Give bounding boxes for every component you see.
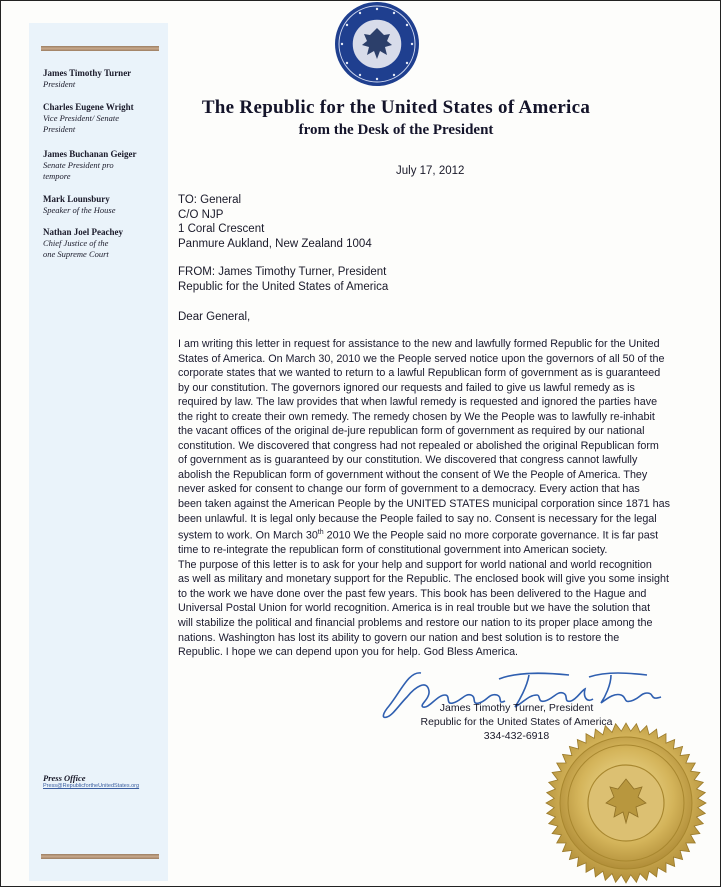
officer-1 xyxy=(43,68,161,90)
body-line: will stabilize the political and financial problems and restore our nation to its proper place among the xyxy=(178,616,653,629)
letterhead-subtitle: from the Desk of the President xyxy=(298,122,494,138)
officer-name: James Buchanan Geiger xyxy=(43,149,137,159)
body-line: of government as is guaranteed by our constitution. We discovered that congress cannot lawfully xyxy=(178,454,638,467)
recipient-address xyxy=(178,193,372,251)
body-line: the vacant offices of the original de-jure republican form of government as required by our national xyxy=(178,425,645,438)
body-line: system to work. On March 30th 2010 We the People said no more corporate governance. It is far past xyxy=(178,529,659,542)
salutation: Dear General, xyxy=(178,311,251,323)
officer-name: Nathan Joel Peachey xyxy=(43,227,123,237)
body-line: corporate states that we wanted to return to a lawful Republican form of government as is guaranteed xyxy=(178,367,661,380)
officer-5 xyxy=(43,227,161,259)
address-line: Panmure Aukland, New Zealand 1004 xyxy=(178,237,372,250)
body-line: nations. Washington has lost its ability to govern our nation and best solution is to restore the xyxy=(178,631,620,644)
officer-title: tempore xyxy=(43,170,71,181)
letter-date: July 17, 2012 xyxy=(396,165,465,177)
gold-seal-icon xyxy=(531,711,716,886)
officer-title: Speaker of the House xyxy=(43,205,116,215)
press-email-link[interactable]: Press@RepublicfortheUnitedStates.org xyxy=(43,783,140,789)
address-line: TO: General xyxy=(178,194,242,206)
body-line: The purpose of this letter is to ask for your help and support for world national and world recognition xyxy=(178,558,652,571)
officer-title: Chief Justice of the xyxy=(43,238,109,248)
body-line: Republic. I hope we can depend upon you for help. God Bless America. xyxy=(178,646,519,659)
officer-name: James Timothy Turner xyxy=(43,68,132,78)
officer-2 xyxy=(43,102,161,134)
body-line: the right to create their own remedy. The remedy chosen by We the People was to lawfully re-inhabit xyxy=(178,410,655,423)
sender-line: Republic for the United States of America xyxy=(178,280,389,293)
officer-title: one Supreme Court xyxy=(43,248,109,259)
body-line: to the work we have done over the past few years. This book has been delivered to the Hague and xyxy=(178,587,647,600)
body-line: Universal Postal Union for world recognition. America is in real trouble but we have the solution that xyxy=(178,602,651,615)
sender-line: FROM: James Timothy Turner, President xyxy=(178,266,387,278)
press-office-label: Press Office xyxy=(43,773,86,783)
body-line: never asked for consent to change our form of government to a democracy. Every action that has xyxy=(178,483,640,496)
body-line: been taken against the American People by the UNITED STATES municipal corporation since 1871 has xyxy=(178,498,670,511)
body-line: States of America. On March 30, 2010 we the People served notice upon the governors of all 50 of the xyxy=(178,352,665,365)
sidebar-top-rule xyxy=(41,46,159,51)
signer-name: James Timothy Turner, President xyxy=(439,702,594,714)
officer-title: President xyxy=(43,79,76,89)
officer-title: President xyxy=(43,123,76,134)
letter-body xyxy=(178,337,676,660)
press-office xyxy=(43,773,161,789)
officer-title: Vice President/ Senate xyxy=(43,113,119,123)
address-line: C/O NJP xyxy=(178,208,224,221)
officer-title: Senate President pro xyxy=(43,160,114,170)
body-line: abolish the Republican form of government without the consent of We the People of America. They xyxy=(178,468,648,481)
officer-name: Charles Eugene Wright xyxy=(43,102,134,112)
signer-phone: 334-432-6918 xyxy=(483,730,550,742)
sender-block xyxy=(178,265,388,294)
address-line: 1 Coral Crescent xyxy=(178,223,265,235)
body-line: been unlawful. It is legal only because the People failed to say no. Consent is necessary for the legal xyxy=(178,512,657,525)
officer-4 xyxy=(43,194,161,216)
body-line: constitution. We discovered that congress had not repealed or abolished the original Republican form xyxy=(178,439,659,452)
body-line: as well as military and monetary support for the Republic. The enclosed book will give you some insight xyxy=(178,573,669,586)
body-line: I am writing this letter in request for assistance to the new and lawfully formed Republic for the United xyxy=(178,338,660,350)
officer-3 xyxy=(43,149,161,181)
body-line: time to re-integrate the republican form of constitutional government into American society. xyxy=(178,544,608,557)
body-line: by our constitution. The governors ignored our requests and failed to give us lawful remedy as is xyxy=(178,381,635,394)
republic-seal-icon xyxy=(334,1,420,87)
sidebar-bottom-rule xyxy=(41,854,159,859)
letterhead-title: The Republic for the United States of America xyxy=(201,97,591,118)
signer-org: Republic for the United States of America xyxy=(420,716,613,728)
body-line: required by law. The law provides that when lawful remedy is requested and ignored the parties have xyxy=(178,396,658,409)
officer-name: Mark Lounsbury xyxy=(43,194,110,204)
